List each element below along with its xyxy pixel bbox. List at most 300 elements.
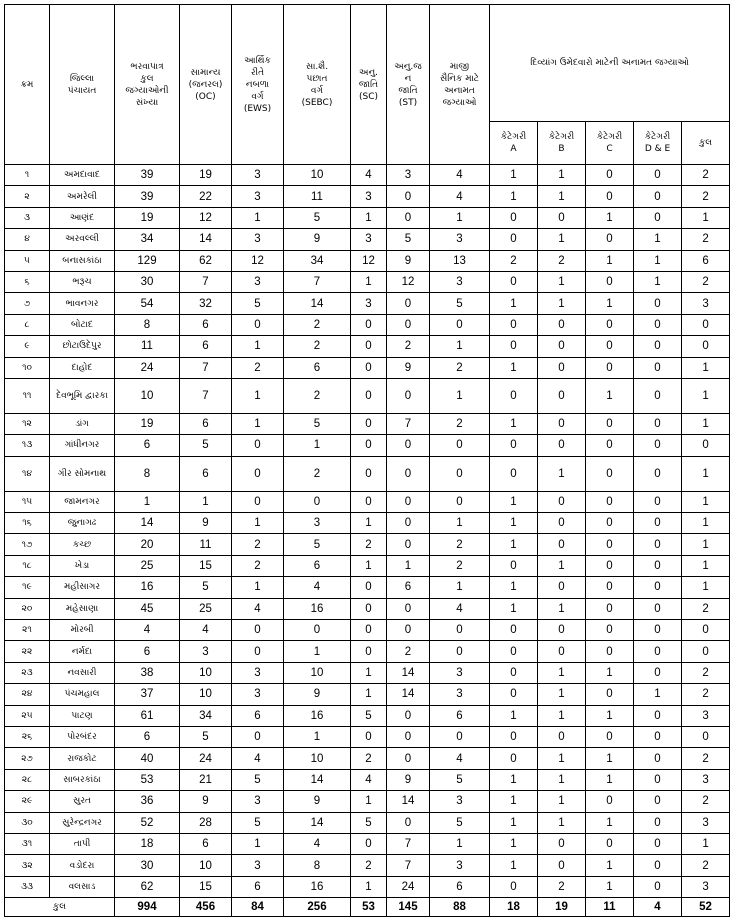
header-sebc: સા.શૈ. પછાત વર્ગ (SEBC) — [284, 5, 351, 165]
cell-cat-c: 0 — [586, 791, 634, 812]
cell-sc: 1 — [351, 791, 387, 812]
cell-sebc: 16 — [284, 876, 351, 897]
cell-ews: 0 — [232, 456, 284, 491]
cell-sc: 0 — [351, 641, 387, 662]
cell-serial: ૧૪ — [5, 456, 50, 491]
cell-general: 34 — [180, 705, 232, 726]
cell-general: 21 — [180, 769, 232, 790]
cell-cat-a: 1 — [490, 577, 538, 598]
cell-total-vacancies: 6 — [115, 726, 180, 747]
cell-general: 10 — [180, 662, 232, 683]
header-cat-total: કુલ — [682, 122, 730, 165]
cell-serial: ૧૦ — [5, 357, 50, 378]
cell-ex-servicemen: 1 — [430, 378, 490, 413]
cell-serial: ૨ — [5, 186, 50, 207]
cell-district: કચ્છ — [50, 534, 115, 555]
cell-total-vacancies: 8 — [115, 456, 180, 491]
cell-cat-c: 0 — [586, 456, 634, 491]
table-row — [5, 293, 730, 314]
total-sebc: 256 — [284, 898, 351, 917]
table-row — [5, 705, 730, 726]
cell-cat-c: 1 — [586, 748, 634, 769]
table-row — [5, 598, 730, 619]
cell-cat-b: 0 — [538, 726, 586, 747]
cell-cat-de: 1 — [634, 229, 682, 250]
cell-ex-servicemen: 2 — [430, 555, 490, 576]
cell-total-vacancies: 39 — [115, 165, 180, 186]
cell-st: 0 — [387, 812, 430, 833]
cell-general: 22 — [180, 186, 232, 207]
cell-cat-a: 0 — [490, 336, 538, 357]
cell-cat-a: 1 — [490, 598, 538, 619]
cell-sebc: 1 — [284, 641, 351, 662]
cell-cat-c: 1 — [586, 855, 634, 876]
cell-cat-a: 0 — [490, 726, 538, 747]
cell-cat-de: 0 — [634, 207, 682, 228]
table-row — [5, 491, 730, 512]
cell-cat-b: 1 — [538, 748, 586, 769]
cell-ex-servicemen: 5 — [430, 769, 490, 790]
cell-serial: ૧૮ — [5, 555, 50, 576]
cell-cat-b: 0 — [538, 855, 586, 876]
total-cat-b: 19 — [538, 898, 586, 917]
cell-cat-b: 1 — [538, 791, 586, 812]
cell-cat-b: 1 — [538, 812, 586, 833]
cell-st: 14 — [387, 791, 430, 812]
cell-ex-servicemen: 0 — [430, 435, 490, 456]
cell-district: બોટાદ — [50, 314, 115, 335]
cell-general: 10 — [180, 855, 232, 876]
cell-cat-a: 1 — [490, 293, 538, 314]
cell-cat-b: 2 — [538, 876, 586, 897]
header-cat-a: કેટેગરી A — [490, 122, 538, 165]
cell-general: 9 — [180, 513, 232, 534]
cell-sc: 2 — [351, 855, 387, 876]
cell-general: 6 — [180, 314, 232, 335]
cell-total-vacancies: 8 — [115, 314, 180, 335]
cell-ex-servicemen: 0 — [430, 641, 490, 662]
cell-cat-b: 1 — [538, 456, 586, 491]
cell-cat-de: 1 — [634, 684, 682, 705]
cell-cat-c: 1 — [586, 876, 634, 897]
cell-cat-de: 0 — [634, 456, 682, 491]
table-row — [5, 314, 730, 335]
cell-cat-b: 0 — [538, 207, 586, 228]
cell-ex-servicemen: 0 — [430, 726, 490, 747]
cell-sebc: 9 — [284, 791, 351, 812]
cell-cat-de: 0 — [634, 726, 682, 747]
cell-sebc: 9 — [284, 684, 351, 705]
cell-cat-a: 0 — [490, 207, 538, 228]
cell-cat-c: 0 — [586, 577, 634, 598]
cell-serial: ૨૦ — [5, 598, 50, 619]
cell-total-vacancies: 6 — [115, 641, 180, 662]
cell-serial: ૩૧ — [5, 833, 50, 854]
cell-cat-c: 1 — [586, 662, 634, 683]
cell-ex-servicemen: 4 — [430, 598, 490, 619]
table-row — [5, 534, 730, 555]
cell-general: 7 — [180, 271, 232, 292]
cell-ex-servicemen: 4 — [430, 165, 490, 186]
cell-cat-c: 1 — [586, 812, 634, 833]
cell-st: 7 — [387, 413, 430, 434]
cell-cat-b: 0 — [538, 314, 586, 335]
cell-cat-c: 1 — [586, 705, 634, 726]
cell-cat-b: 1 — [538, 769, 586, 790]
cell-sc: 0 — [351, 833, 387, 854]
cell-cat-b: 1 — [538, 293, 586, 314]
cell-general: 12 — [180, 207, 232, 228]
cell-ex-servicemen: 3 — [430, 229, 490, 250]
cell-serial: ૮ — [5, 314, 50, 335]
cell-sebc: 10 — [284, 748, 351, 769]
cell-sebc: 2 — [284, 378, 351, 413]
table-row — [5, 413, 730, 434]
cell-cat-b: 0 — [538, 513, 586, 534]
cell-cat-c: 0 — [586, 555, 634, 576]
cell-cat-de: 0 — [634, 662, 682, 683]
cell-sc: 12 — [351, 250, 387, 271]
header-cat-c: કેટેગરી C — [586, 122, 634, 165]
cell-st: 0 — [387, 435, 430, 456]
cell-st: 0 — [387, 705, 430, 726]
cell-total-vacancies: 36 — [115, 791, 180, 812]
cell-serial: ૧ — [5, 165, 50, 186]
cell-cat-b: 0 — [538, 577, 586, 598]
table-row — [5, 769, 730, 790]
cell-cat-b: 1 — [538, 684, 586, 705]
cell-cat-total: 1 — [682, 378, 730, 413]
cell-cat-c: 0 — [586, 491, 634, 512]
cell-total-vacancies: 34 — [115, 229, 180, 250]
cell-ex-servicemen: 4 — [430, 748, 490, 769]
cell-serial: ૧૧ — [5, 378, 50, 413]
cell-ews: 0 — [232, 491, 284, 512]
cell-district: ડાંગ — [50, 413, 115, 434]
cell-cat-total: 1 — [682, 833, 730, 854]
cell-total-vacancies: 11 — [115, 336, 180, 357]
cell-sc: 0 — [351, 378, 387, 413]
cell-cat-total: 2 — [682, 855, 730, 876]
header-total-vacancies: ભરવાપાત્ર કુલ જગ્યાઓની સંખ્યા — [115, 5, 180, 165]
cell-total-vacancies: 61 — [115, 705, 180, 726]
cell-sebc: 14 — [284, 769, 351, 790]
cell-cat-total: 1 — [682, 513, 730, 534]
cell-sc: 3 — [351, 229, 387, 250]
cell-total-vacancies: 40 — [115, 748, 180, 769]
cell-sebc: 0 — [284, 620, 351, 641]
cell-ex-servicemen: 2 — [430, 357, 490, 378]
cell-district: પોરબંદર — [50, 726, 115, 747]
cell-cat-de: 0 — [634, 876, 682, 897]
cell-serial: ૨૩ — [5, 662, 50, 683]
cell-district: ભરૂચ — [50, 271, 115, 292]
total-cat-a: 18 — [490, 898, 538, 917]
cell-district: દાહોદ — [50, 357, 115, 378]
cell-cat-c: 0 — [586, 513, 634, 534]
cell-cat-b: 0 — [538, 620, 586, 641]
cell-sc: 0 — [351, 314, 387, 335]
cell-cat-c: 0 — [586, 726, 634, 747]
total-sc: 53 — [351, 898, 387, 917]
cell-st: 9 — [387, 250, 430, 271]
cell-ex-servicemen: 6 — [430, 705, 490, 726]
cell-sebc: 4 — [284, 833, 351, 854]
cell-cat-c: 1 — [586, 378, 634, 413]
cell-total-vacancies: 6 — [115, 435, 180, 456]
table-row — [5, 357, 730, 378]
cell-general: 6 — [180, 833, 232, 854]
cell-st: 1 — [387, 555, 430, 576]
cell-ews: 2 — [232, 534, 284, 555]
cell-district: તાપી — [50, 833, 115, 854]
cell-sebc: 16 — [284, 705, 351, 726]
cell-serial: ૯ — [5, 336, 50, 357]
cell-cat-a: 1 — [490, 769, 538, 790]
cell-sc: 0 — [351, 491, 387, 512]
cell-ex-servicemen: 0 — [430, 491, 490, 512]
cell-general: 7 — [180, 378, 232, 413]
cell-cat-c: 0 — [586, 186, 634, 207]
cell-general: 32 — [180, 293, 232, 314]
cell-st: 0 — [387, 534, 430, 555]
cell-district: પંચમહાલ — [50, 684, 115, 705]
cell-cat-b: 1 — [538, 229, 586, 250]
cell-cat-b: 0 — [538, 491, 586, 512]
cell-sebc: 9 — [284, 229, 351, 250]
cell-serial: ૧૭ — [5, 534, 50, 555]
cell-cat-c: 1 — [586, 250, 634, 271]
table-row — [5, 855, 730, 876]
cell-district: અમરેલી — [50, 186, 115, 207]
cell-ex-servicemen: 2 — [430, 413, 490, 434]
cell-cat-a: 1 — [490, 357, 538, 378]
cell-serial: ૧૨ — [5, 413, 50, 434]
cell-district: નર્મદા — [50, 641, 115, 662]
cell-cat-de: 0 — [634, 293, 682, 314]
cell-cat-a: 0 — [490, 662, 538, 683]
cell-cat-c: 0 — [586, 229, 634, 250]
cell-st: 5 — [387, 229, 430, 250]
cell-total-vacancies: 19 — [115, 413, 180, 434]
cell-cat-a: 1 — [490, 165, 538, 186]
cell-cat-a: 0 — [490, 271, 538, 292]
cell-total-vacancies: 52 — [115, 812, 180, 833]
cell-cat-total: 1 — [682, 413, 730, 434]
cell-cat-total: 1 — [682, 491, 730, 512]
cell-cat-total: 6 — [682, 250, 730, 271]
cell-cat-a: 0 — [490, 641, 538, 662]
cell-st: 0 — [387, 726, 430, 747]
cell-cat-de: 0 — [634, 855, 682, 876]
cell-st: 0 — [387, 378, 430, 413]
cell-ews: 4 — [232, 598, 284, 619]
cell-cat-c: 0 — [586, 314, 634, 335]
cell-ews: 5 — [232, 293, 284, 314]
cell-cat-a: 0 — [490, 748, 538, 769]
header-cat-b: કેટેગરી B — [538, 122, 586, 165]
table-row — [5, 876, 730, 897]
cell-ex-servicemen: 0 — [430, 620, 490, 641]
cell-ews: 4 — [232, 748, 284, 769]
cell-sebc: 1 — [284, 435, 351, 456]
cell-district: આણંદ — [50, 207, 115, 228]
cell-general: 25 — [180, 598, 232, 619]
table-row — [5, 748, 730, 769]
cell-cat-b: 0 — [538, 435, 586, 456]
cell-ews: 1 — [232, 207, 284, 228]
cell-total-vacancies: 25 — [115, 555, 180, 576]
cell-cat-b: 1 — [538, 165, 586, 186]
cell-ews: 0 — [232, 726, 284, 747]
cell-total-vacancies: 14 — [115, 513, 180, 534]
cell-sebc: 7 — [284, 271, 351, 292]
cell-total-vacancies: 129 — [115, 250, 180, 271]
cell-sc: 0 — [351, 435, 387, 456]
cell-total-vacancies: 53 — [115, 769, 180, 790]
cell-cat-a: 1 — [490, 513, 538, 534]
cell-serial: ૩૨ — [5, 855, 50, 876]
cell-cat-total: 1 — [682, 534, 730, 555]
cell-sc: 1 — [351, 876, 387, 897]
table-row — [5, 271, 730, 292]
cell-ews: 1 — [232, 336, 284, 357]
cell-district: ગાંધીનગર — [50, 435, 115, 456]
cell-st: 9 — [387, 769, 430, 790]
cell-serial: ૨૭ — [5, 748, 50, 769]
cell-ex-servicemen: 0 — [430, 314, 490, 335]
cell-sc: 1 — [351, 555, 387, 576]
cell-cat-b: 0 — [538, 357, 586, 378]
cell-total-vacancies: 24 — [115, 357, 180, 378]
cell-serial: ૩૦ — [5, 812, 50, 833]
cell-cat-de: 0 — [634, 534, 682, 555]
cell-cat-c: 0 — [586, 336, 634, 357]
cell-cat-b: 0 — [538, 413, 586, 434]
cell-cat-b: 1 — [538, 555, 586, 576]
table-body — [5, 165, 730, 917]
cell-cat-b: 1 — [538, 598, 586, 619]
cell-st: 3 — [387, 165, 430, 186]
cell-st: 0 — [387, 456, 430, 491]
cell-ex-servicemen: 1 — [430, 577, 490, 598]
cell-serial: ૨૫ — [5, 705, 50, 726]
cell-cat-a: 0 — [490, 620, 538, 641]
cell-sc: 0 — [351, 598, 387, 619]
cell-cat-c: 0 — [586, 620, 634, 641]
cell-district: પાટણ — [50, 705, 115, 726]
table-row — [5, 378, 730, 413]
cell-st: 6 — [387, 577, 430, 598]
cell-sc: 2 — [351, 748, 387, 769]
cell-sc: 4 — [351, 165, 387, 186]
cell-sc: 0 — [351, 577, 387, 598]
cell-general: 5 — [180, 577, 232, 598]
cell-ex-servicemen: 4 — [430, 186, 490, 207]
cell-total-vacancies: 30 — [115, 855, 180, 876]
cell-cat-a: 1 — [490, 413, 538, 434]
cell-st: 0 — [387, 513, 430, 534]
cell-total-vacancies: 20 — [115, 534, 180, 555]
cell-st: 0 — [387, 293, 430, 314]
cell-serial: ૨૪ — [5, 684, 50, 705]
table-row — [5, 207, 730, 228]
cell-district: જુનાગઢ — [50, 513, 115, 534]
cell-cat-c: 0 — [586, 534, 634, 555]
cell-st: 12 — [387, 271, 430, 292]
table-row — [5, 229, 730, 250]
cell-ews: 5 — [232, 812, 284, 833]
cell-cat-total: 2 — [682, 229, 730, 250]
header-general: સામાન્ય (જનરલ) (OC) — [180, 5, 232, 165]
cell-cat-a: 0 — [490, 378, 538, 413]
cell-cat-total: 2 — [682, 662, 730, 683]
cell-cat-total: 2 — [682, 186, 730, 207]
cell-serial: ૨૨ — [5, 641, 50, 662]
cell-sc: 0 — [351, 413, 387, 434]
cell-cat-c: 0 — [586, 833, 634, 854]
cell-ews: 12 — [232, 250, 284, 271]
cell-cat-b: 1 — [538, 186, 586, 207]
cell-total-vacancies: 37 — [115, 684, 180, 705]
cell-sc: 1 — [351, 513, 387, 534]
cell-st: 0 — [387, 620, 430, 641]
cell-serial: ૧૬ — [5, 513, 50, 534]
cell-district: સુરેન્દ્રનગર — [50, 812, 115, 833]
cell-district: વલસાડ — [50, 876, 115, 897]
cell-cat-c: 0 — [586, 271, 634, 292]
cell-general: 14 — [180, 229, 232, 250]
cell-sebc: 8 — [284, 855, 351, 876]
cell-cat-c: 1 — [586, 293, 634, 314]
cell-district: સાબરકાંઠા — [50, 769, 115, 790]
table-row — [5, 641, 730, 662]
cell-cat-de: 0 — [634, 186, 682, 207]
cell-cat-total: 2 — [682, 684, 730, 705]
table-row — [5, 684, 730, 705]
table-row — [5, 250, 730, 271]
cell-ews: 1 — [232, 378, 284, 413]
cell-ex-servicemen: 0 — [430, 456, 490, 491]
cell-ews: 6 — [232, 876, 284, 897]
cell-st: 0 — [387, 186, 430, 207]
cell-cat-total: 0 — [682, 314, 730, 335]
cell-cat-de: 0 — [634, 769, 682, 790]
cell-cat-a: 0 — [490, 456, 538, 491]
cell-ex-servicemen: 2 — [430, 534, 490, 555]
cell-ews: 0 — [232, 641, 284, 662]
cell-sc: 1 — [351, 662, 387, 683]
cell-general: 7 — [180, 357, 232, 378]
cell-cat-a: 0 — [490, 684, 538, 705]
cell-cat-b: 0 — [538, 378, 586, 413]
cell-general: 24 — [180, 748, 232, 769]
cell-cat-de: 0 — [634, 314, 682, 335]
cell-sc: 0 — [351, 726, 387, 747]
cell-cat-a: 1 — [490, 534, 538, 555]
cell-ews: 1 — [232, 413, 284, 434]
cell-cat-total: 2 — [682, 748, 730, 769]
cell-cat-de: 1 — [634, 271, 682, 292]
cell-sc: 0 — [351, 357, 387, 378]
cell-district: જામનગર — [50, 491, 115, 512]
cell-cat-b: 2 — [538, 250, 586, 271]
cell-serial: ૨૬ — [5, 726, 50, 747]
cell-cat-a: 0 — [490, 876, 538, 897]
cell-cat-total: 3 — [682, 769, 730, 790]
cell-cat-de: 0 — [634, 748, 682, 769]
table-row — [5, 726, 730, 747]
